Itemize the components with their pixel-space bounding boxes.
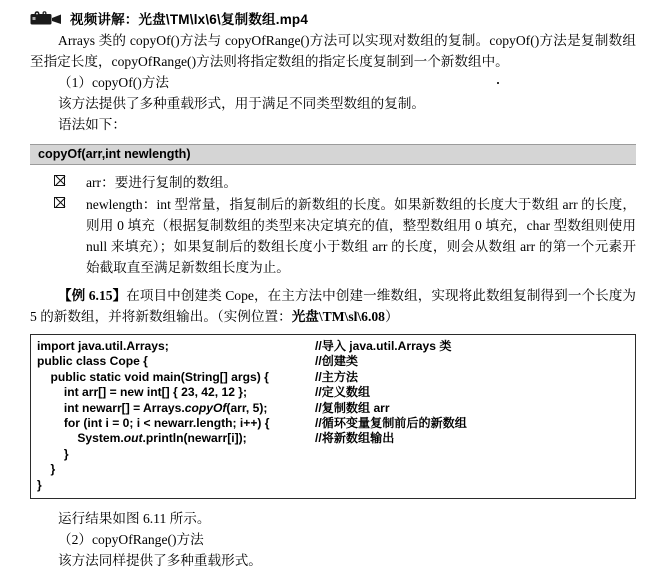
code-line: [37, 354, 629, 369]
code-comment: //定义数组: [315, 385, 371, 400]
tail-block: [30, 508, 636, 571]
checkbox-bullet-icon: [54, 197, 65, 208]
code-comment: //将新数组输出: [315, 431, 395, 446]
result-paragraph: 运行结果如图 6.11 所示。: [58, 511, 211, 527]
list-item: [30, 172, 636, 193]
code-comment: //主方法: [315, 369, 359, 384]
param-desc: int 型常量，指复制后的新数组的长度。如果新数组的长度大于数组 arr 的长度，则用 0 填充（根据复制数组的类型来决定填充的值，整型数组用 0 填充，char 型数组则使用 null 来填充）；如果复制后的数组长度小于数组 arr 的长度，则会从数组 arr 的第一个元素开始截取直至满足新数组长度为止。: [86, 197, 636, 275]
example-text: 在项目中创建类 Cope，在主方法中创建一维数组，实现将此数组复制得到一个长度为 5 的新数组，并将新数组输出。（实例位置：: [30, 288, 636, 324]
video-camera-icon: [30, 11, 64, 26]
section-1-description: 该方法提供了多种重载形式，用于满足不同类型数组的复制。: [58, 96, 426, 111]
example-location: 光盘\TM\sl\6.08: [291, 309, 385, 324]
code-line: [37, 385, 629, 400]
stray-mark: [497, 82, 499, 84]
code-text: import java.util.Arrays;: [37, 339, 169, 353]
code-comment: //循环变量复制前后的新数组: [315, 416, 467, 431]
param-name: arr：: [86, 175, 115, 190]
code-line: [37, 447, 629, 462]
code-text: public static void main(String[] args) {: [37, 369, 269, 384]
param-desc: 要进行复制的数组。: [114, 175, 238, 190]
video-title: 视频讲解：光盘\TM\lx\6\复制数组.mp4: [70, 12, 309, 27]
intro-block: [30, 30, 636, 135]
checkbox-bullet-icon: [54, 175, 65, 186]
code-line: [37, 478, 629, 493]
code-listing: [30, 334, 636, 499]
list-item: [30, 194, 636, 278]
code-text: }: [37, 477, 42, 492]
code-comment: //导入 java.util.Arrays 类: [315, 339, 452, 353]
document-page: [0, 8, 658, 583]
intro-paragraph: Arrays 类的 copyOf()方法与 copyOfRange()方法可以实现对数组的复制。copyOf()方法是复制数组至指定长度，copyOfRange()方法则将指定数组的指定长度复制到一个新数组中。: [30, 33, 636, 69]
code-comment: //复制数组 arr: [315, 400, 390, 415]
code-line: [37, 339, 629, 354]
section-2-description: 该方法同样提供了多种重载形式。: [58, 553, 262, 569]
section-2-title: （2）copyOfRange()方法: [58, 532, 204, 548]
code-line: [37, 462, 629, 477]
code-text: for (int i = 0; i < newarr.length; i++) {: [37, 416, 270, 431]
code-text: int arr[] = new int[] { 23, 42, 12 };: [37, 385, 248, 400]
video-header: [30, 8, 658, 28]
code-text: int newarr[] = Arrays.copyOf(arr, 5);: [37, 400, 268, 415]
example-label: 【例 6.15】: [58, 288, 127, 303]
example-text-end: ）: [384, 309, 399, 324]
parameter-list: [30, 172, 636, 278]
code-text: public class Cope {: [37, 354, 148, 369]
code-text: System.out.println(newarr[i]);: [37, 431, 247, 446]
section-1-title: （1）copyOf()方法: [58, 75, 169, 90]
code-text: }: [37, 446, 69, 461]
example-heading: [30, 285, 636, 327]
code-line: [37, 370, 629, 385]
syntax-label: 语法如下：: [58, 117, 126, 132]
code-line: [37, 416, 629, 431]
code-line: [37, 401, 629, 416]
code-comment: //创建类: [315, 354, 359, 369]
param-name: newlength：: [86, 197, 157, 212]
code-text: }: [37, 462, 56, 477]
method-signature-bar: copyOf(arr,int newlength): [30, 144, 636, 165]
code-line: [37, 431, 629, 446]
